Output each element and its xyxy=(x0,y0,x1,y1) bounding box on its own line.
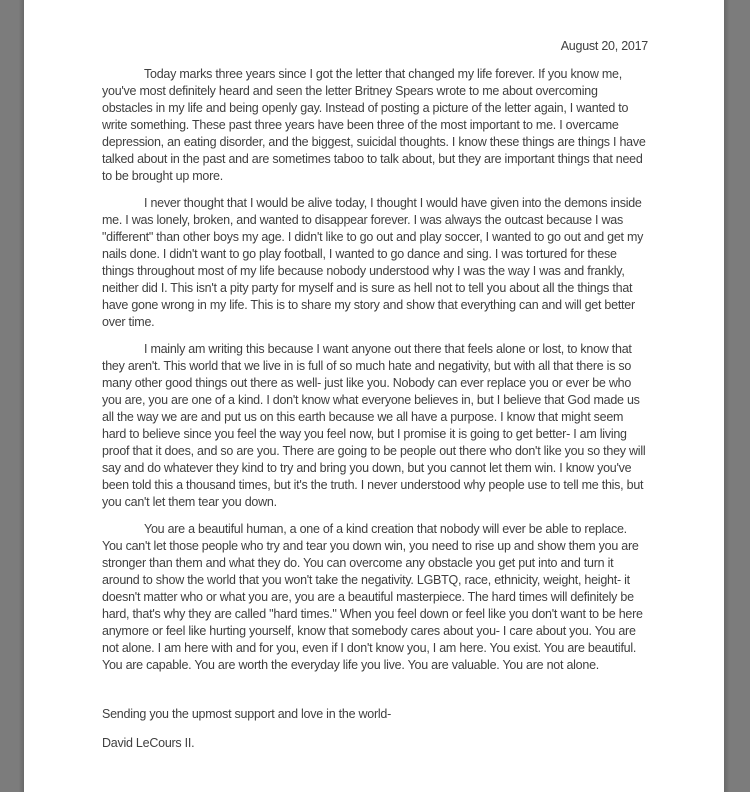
left-margin-bar xyxy=(0,0,24,792)
letter-closing: Sending you the upmost support and love in the world- xyxy=(102,707,392,721)
letter-paragraph: Today marks three years since I got the letter that changed my life forever. If you know me, you've most definitely heard and seen the letter Britney Spears wrote to me about overcoming obstacles in my life and being openly gay. Instead of posting a picture of the letter again, I wanted to write something. These past three years have been three of the most important to me. I overcame depression, an eating disorder, and the biggest, suicidal thoughts. I know these things are things I have talked about in the past and are sometimes taboo to talk about, but they are important things that need to be brought up more. xyxy=(102,67,646,183)
letter-signature: David LeCours II. xyxy=(102,736,195,750)
letter-paragraph: I never thought that I would be alive today, I thought I would have given into the demons inside me. I was lonely, broken, and wanted to disappear forever. I was always the outcast because I was "different" than other boys my age. I didn't like to go out and play soccer, I wanted to go out and get my nails done. I didn't want to go play football, I wanted to go dance and sing. I was tortured for these things throughout most of my life because nobody understood why I was the way I was and frankly, neither did I. This isn't a pity party for myself and is sure as hell not to tell you about all the things that have gone wrong in my life. This is to share my story and show that everything can and will get better over time. xyxy=(102,196,644,329)
letter-paragraph: You are a beautiful human, a one of a kind creation that nobody will ever be able to replace. You can't let those people who try and tear you down win, you need to rise up and show them you are stronger than them and what they do. You can overcome any obstacle you get put into and turn it around to show the world that you won't take the negativity. LGBTQ, race, ethnicity, weight, height- it doesn't matter who or what you are, you are a beautiful masterpiece. The hard times will definitely be hard, that's why they are called "hard times." When you feel down or feel like you don't want to be here anymore or feel like hurting yourself, know that somebody cares about you- I care about you. You are not alone. I am here with and for you, even if I don't know you, I am here. You exist. You are beautiful. You are capable. You are worth the everyday life you live. You are valuable. You are not alone. xyxy=(102,522,643,672)
letter-paragraph: I mainly am writing this because I want anyone out there that feels alone or lost, to know that they aren't. This world that we live in is full of so much hate and negativity, but with all that there is so many other good things out there as well- just like you. Nobody can ever replace you or ever be who you are, you are one of a kind. I don't know what everyone believes in, but I believe that God made us all the way we are and put us on this earth because we all have a purpose. I know that might seem hard to believe since you feel the way you feel now, but I promise it is going to get better- I am living proof that it does, and so are you. There are going to be people out there who don't like you so they will say and do whatever they kind to try and bring you down, but you cannot let them win. I know you've been told this a thousand times, but it's the truth. I never understood why people use to tell me this, but you can't let them tear you down. xyxy=(102,342,646,509)
letter-body xyxy=(24,0,724,752)
letter-page xyxy=(24,0,724,792)
letter-date: August 20, 2017 xyxy=(560,39,648,53)
right-margin-bar xyxy=(724,0,750,792)
